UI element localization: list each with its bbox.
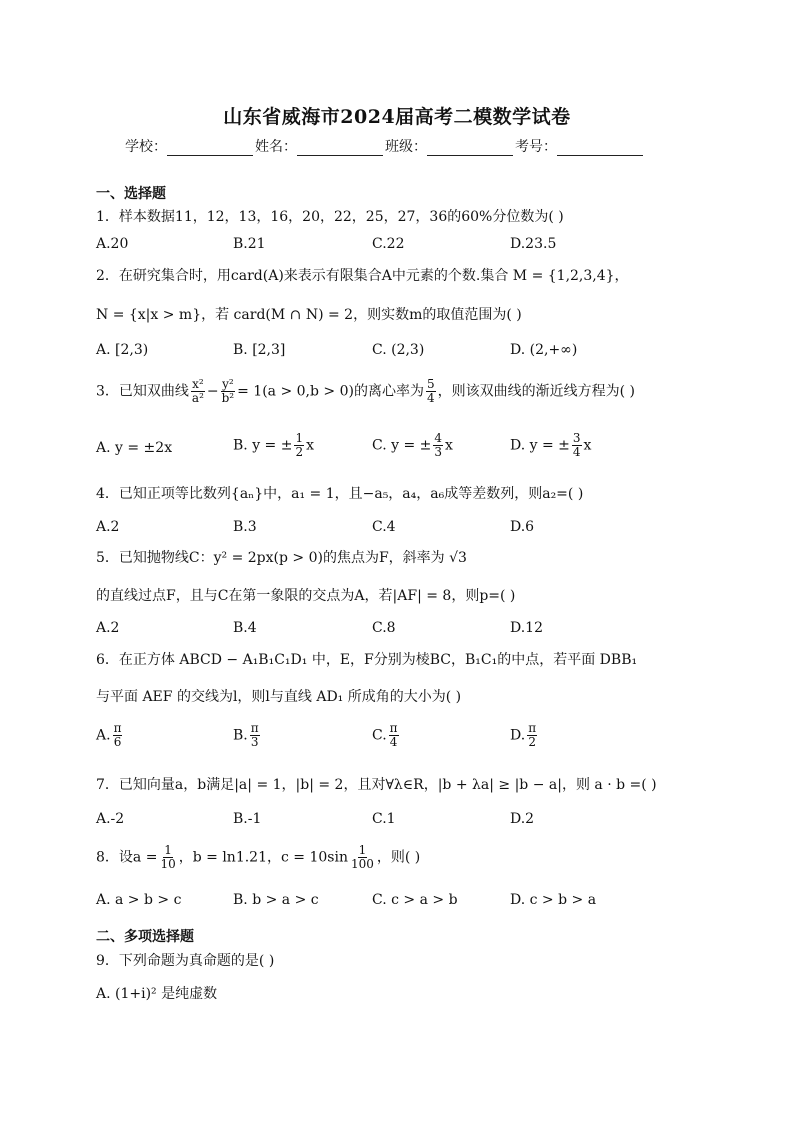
q6-c-num: π <box>389 721 398 735</box>
q6-d-num: π <box>528 721 537 735</box>
q1-option-c[interactable]: C.22 <box>372 236 405 252</box>
name-blank[interactable] <box>297 139 383 156</box>
q1-option-d[interactable]: D.23.5 <box>510 236 557 252</box>
q7-option-d[interactable]: D.2 <box>510 811 535 827</box>
question-7-stem: 7．已知向量a，b满足|a| = 1，|b| = 2，且对∀λ∈R，|b + λa| ≥ |b − a|，则 a · b =( ) <box>96 777 657 793</box>
q3-stem-mid: = 1(a > 0,b > 0)的离心率为 <box>237 383 424 400</box>
q3-option-a[interactable]: A. y = ±2x <box>96 440 173 456</box>
q3-frac-y-num: y² <box>222 377 234 391</box>
q3-b-post: x <box>306 437 315 454</box>
q8-a-frac <box>159 844 176 871</box>
q5-option-d[interactable]: D.12 <box>510 620 543 636</box>
q5-option-a[interactable]: A.2 <box>96 620 120 636</box>
q3-frac-e <box>426 378 436 405</box>
q6-option-c[interactable] <box>372 722 401 749</box>
question-6-stem-line2: 与平面 AEF 的交线为l，则l与直线 AD₁ 所成角的大小为( ) <box>96 689 462 705</box>
q5-option-c[interactable]: C.8 <box>372 620 396 636</box>
q6-c-pre: C. <box>372 727 387 744</box>
q8-a-den: 10 <box>160 857 176 871</box>
q6-c-frac <box>389 722 399 749</box>
q3-frac-e-den: 4 <box>426 391 435 405</box>
q8-c-den: 100 <box>350 857 374 871</box>
q6-b-num: π <box>250 721 259 735</box>
q2-option-c[interactable]: C. (2,3) <box>372 342 425 358</box>
q3-option-b[interactable] <box>233 432 314 459</box>
q8-stem-mid: ，b = ln1.21，c = 10sin <box>178 849 348 866</box>
question-6-stem-line1: 6．在正方体 ABCD − A₁B₁C₁D₁ 中，E，F分别为棱BC，B₁C₁的中点，若平面 DBB₁ <box>96 652 638 668</box>
q3-frac-x <box>191 378 205 405</box>
school-blank[interactable] <box>167 139 253 156</box>
q3-c-den: 3 <box>434 445 443 459</box>
question-1-stem: 1．样本数据11，12，13，16，20，22，25，27，36的60%分位数为( ) <box>96 209 564 225</box>
q2-option-d[interactable]: D. (2,+∞) <box>510 342 578 358</box>
q8-c-num: 1 <box>358 843 367 857</box>
q4-option-b[interactable]: B.3 <box>233 519 257 535</box>
student-info-line <box>125 136 645 156</box>
q3-d-den: 4 <box>572 445 581 459</box>
q8-stem-post: ，则( ) <box>376 849 421 866</box>
number-blank[interactable] <box>557 139 643 156</box>
question-8-stem <box>96 844 420 871</box>
question-5-stem-line2: 的直线过点F，且与C在第一象限的交点为A，若|AF| = 8，则p=( ) <box>96 588 516 604</box>
q8-c-frac <box>350 844 375 871</box>
q6-d-den: 2 <box>528 735 536 749</box>
q3-option-d[interactable] <box>510 432 591 459</box>
number-label: 考号： <box>515 139 557 155</box>
q7-option-c[interactable]: C.1 <box>372 811 396 827</box>
q6-b-pre: B. <box>233 727 248 744</box>
q8-stem-pre: 8．设 <box>96 849 133 866</box>
name-label: 姓名： <box>255 139 297 155</box>
q1-option-b[interactable]: B.21 <box>233 236 266 252</box>
section-heading-multiple-choice: 二、多项选择题 <box>96 929 194 945</box>
class-label: 班级： <box>385 139 427 155</box>
q3-b-num: 1 <box>295 431 304 445</box>
q8-a-expr: a = <box>132 849 158 866</box>
school-label: 学校： <box>125 139 167 155</box>
q3-c-post: x <box>445 437 453 454</box>
q3-c-num: 4 <box>434 431 443 445</box>
q7-option-a[interactable]: A.-2 <box>96 811 125 827</box>
question-3-stem: 3．已知双曲线 $\frac{\text{x²}}{\text{a²}}$ − $\frac{\text{y²}}{\text{b²}}$ = 1(a > 0,b > 0)的离心率为 $\frac{5}{4}$ ，则该双曲线的渐近线方程为( ) <box>96 377 635 405</box>
q6-a-num: π <box>113 721 122 735</box>
q2-option-a[interactable]: A. [2,3) <box>96 342 149 358</box>
q6-a-den: 6 <box>113 735 122 749</box>
q6-option-a[interactable] <box>96 722 124 749</box>
q3-d-pre: D. y = ± <box>510 437 570 454</box>
q3-frac-e-num: 5 <box>426 377 435 391</box>
q3-c-pre: C. y = ± <box>372 437 432 454</box>
q8-a-num: 1 <box>164 843 172 857</box>
question-5-stem-line1: 5．已知抛物线C：y² = 2px(p > 0)的焦点为F，斜率为 √3 <box>96 550 467 566</box>
q6-b-den: 3 <box>250 735 259 749</box>
q7-option-b[interactable]: B.-1 <box>233 811 262 827</box>
q3-d-post: x <box>583 437 592 454</box>
q2-option-b[interactable]: B. [2,3] <box>233 342 286 358</box>
q6-a-pre: A. <box>96 727 111 744</box>
q6-d-pre: D. <box>510 727 526 744</box>
q3-stem-post: ，则该双曲线的渐近线方程为( ) <box>437 383 635 400</box>
q8-option-a[interactable]: A. a > b > c <box>96 892 182 908</box>
q3-d-num: 3 <box>572 431 581 445</box>
q3-stem-pre: 3．已知双曲线 <box>96 383 189 400</box>
q9-option-a[interactable]: A. (1+i)² 是纯虚数 <box>96 986 218 1002</box>
q1-option-a[interactable]: A.20 <box>96 236 129 252</box>
q3-frac-y-den: b² <box>221 391 235 405</box>
q3-b-den: 2 <box>295 445 304 459</box>
q3-b-pre: B. y = ± <box>233 437 293 454</box>
q6-option-d[interactable] <box>510 722 539 749</box>
q3-frac-x-num: x² <box>192 377 204 391</box>
q6-b-frac <box>250 722 260 749</box>
q3-d-frac <box>572 432 582 459</box>
q3-b-frac <box>294 432 304 459</box>
q3-option-c[interactable] <box>372 432 453 459</box>
q8-option-c[interactable]: C. c > a > b <box>372 892 458 908</box>
q6-c-den: 4 <box>389 735 398 749</box>
class-blank[interactable] <box>427 139 513 156</box>
q6-option-b[interactable] <box>233 722 262 749</box>
q8-option-d[interactable]: D. c > b > a <box>510 892 597 908</box>
q4-option-d[interactable]: D.6 <box>510 519 535 535</box>
q3-frac-x-den: a² <box>191 391 204 405</box>
question-4-stem: 4．已知正项等比数列{aₙ}中，a₁ = 1，且−a₅，a₄，a₆成等差数列，则a₂=( ) <box>96 486 584 502</box>
q3-c-frac <box>433 432 443 459</box>
section-heading-single-choice: 一、选择题 <box>96 186 166 202</box>
q4-option-c[interactable]: C.4 <box>372 519 396 535</box>
q8-option-b[interactable]: B. b > a > c <box>233 892 319 908</box>
q6-d-frac <box>527 722 537 749</box>
question-9-stem: 9．下列命题为真命题的是( ) <box>96 953 275 969</box>
question-2-stem-line2: N = {x|x > m}，若 card(M ∩ N) = 2，则实数m的取值范围为( ) <box>96 307 522 323</box>
question-2-stem-line1: 2．在研究集合时，用card(A)来表示有限集合A中元素的个数.集合 M = {1,2,3,4}， <box>96 268 629 284</box>
q3-frac-y <box>221 378 236 405</box>
q5-option-b[interactable]: B.4 <box>233 620 257 636</box>
q4-option-a[interactable]: A.2 <box>96 519 120 535</box>
q6-a-frac <box>113 722 123 749</box>
page-title: 山东省威海市2024届高考二模数学试卷 <box>223 106 571 128</box>
